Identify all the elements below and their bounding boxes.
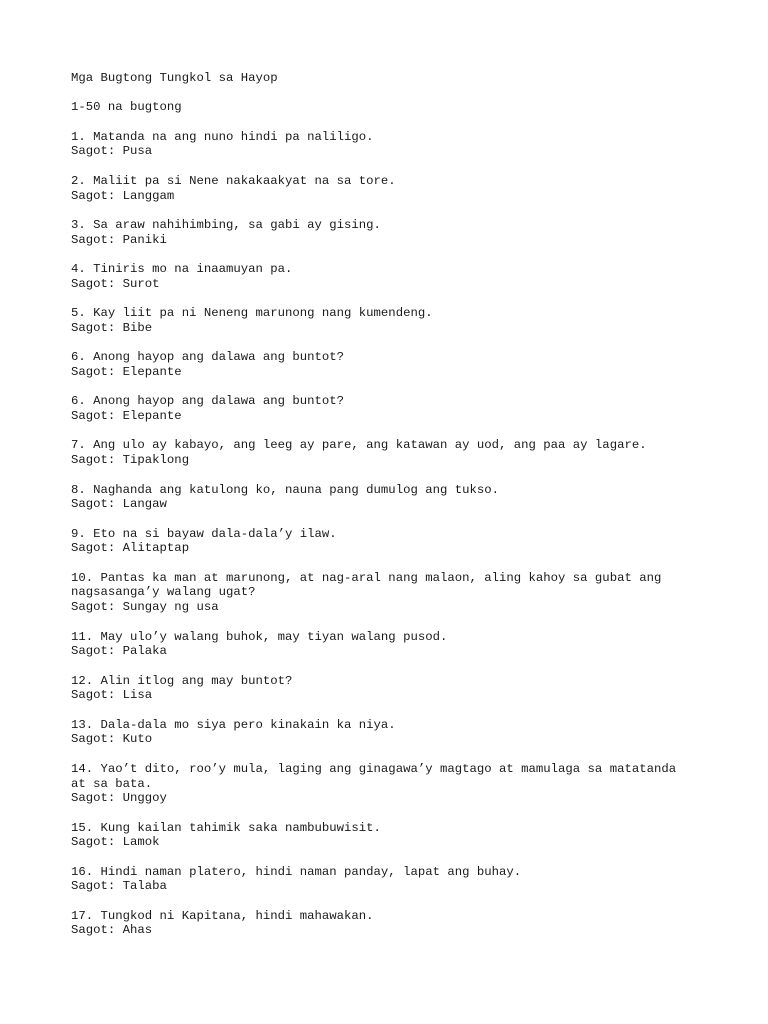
riddle-item	[71, 262, 751, 291]
riddle-answer: Sagot: Lamok	[71, 835, 160, 850]
riddle-answer: Sagot: Kuto	[71, 732, 153, 747]
riddle-question: 3. Sa araw nahihimbing, sa gabi ay gising.	[71, 217, 381, 232]
riddle-answer: Sagot: Langaw	[71, 497, 167, 512]
riddle-answer: Sagot: Surot	[71, 276, 160, 291]
riddle-question: 6. Anong hayop ang dalawa ang buntot?	[71, 394, 345, 409]
riddle-answer: Sagot: Talaba	[71, 879, 167, 894]
riddle-item	[71, 674, 751, 703]
riddle-item	[71, 571, 751, 615]
document-page	[71, 71, 751, 953]
riddle-item	[71, 130, 751, 159]
riddle-item	[71, 718, 751, 747]
riddle-question: 7. Ang ulo ay kabayo, ang leeg ay pare, ang katawan ay uod, ang paa ay lagare.	[71, 438, 647, 453]
riddle-answer: Sagot: Elepante	[71, 409, 182, 424]
riddle-question: 17. Tungkod ni Kapitana, hindi mahawakan.	[71, 908, 374, 923]
riddle-question: 4. Tiniris mo na inaamuyan pa.	[71, 262, 293, 277]
riddle-question: 10. Pantas ka man at marunong, at nag-aral nang malaon, aling kahoy sa gubat ang nagsasanga’y walang ugat?	[71, 570, 662, 600]
riddle-item	[71, 350, 751, 379]
riddle-question: 16. Hindi naman platero, hindi naman panday, lapat ang buhay.	[71, 864, 522, 879]
riddle-question: 5. Kay liit pa ni Neneng marunong nang kumendeng.	[71, 306, 433, 321]
riddle-question: 1. Matanda na ang nuno hindi pa naliligo.	[71, 129, 374, 144]
riddle-item	[71, 438, 751, 467]
riddle-answer: Sagot: Langgam	[71, 188, 175, 203]
riddle-item	[71, 527, 751, 556]
riddle-question: 11. May ulo’y walang buhok, may tiyan walang pusod.	[71, 629, 448, 644]
riddle-answer: Sagot: Pusa	[71, 144, 153, 159]
riddle-question: 2. Maliit pa si Nene nakakaakyat na sa tore.	[71, 173, 396, 188]
riddle-item	[71, 630, 751, 659]
riddle-answer: Sagot: Unggoy	[71, 791, 167, 806]
riddle-item	[71, 306, 751, 335]
riddle-item	[71, 865, 751, 894]
riddle-answer: Sagot: Palaka	[71, 644, 167, 659]
riddle-answer: Sagot: Elepante	[71, 364, 182, 379]
riddle-question: 14. Yao’t dito, roo’y mula, laging ang ginagawa’y magtago at mamulaga sa matatanda at sa bata.	[71, 761, 677, 791]
riddle-question: 15. Kung kailan tahimik saka nambubuwisit.	[71, 820, 381, 835]
riddle-question: 13. Dala-dala mo siya pero kinakain ka niya.	[71, 717, 396, 732]
riddle-item	[71, 909, 751, 938]
riddle-answer: Sagot: Tipaklong	[71, 453, 190, 468]
riddle-item	[71, 821, 751, 850]
riddle-item	[71, 218, 751, 247]
riddle-item	[71, 762, 751, 806]
riddle-answer: Sagot: Lisa	[71, 688, 153, 703]
riddle-answer: Sagot: Alitaptap	[71, 541, 190, 556]
riddle-item	[71, 174, 751, 203]
riddle-item	[71, 483, 751, 512]
riddle-answer: Sagot: Sungay ng usa	[71, 600, 219, 615]
riddle-item	[71, 394, 751, 423]
riddle-question: 8. Naghanda ang katulong ko, nauna pang dumulog ang tukso.	[71, 482, 500, 497]
document-title: Mga Bugtong Tungkol sa Hayop	[71, 71, 278, 85]
riddle-answer: Sagot: Paniki	[71, 232, 167, 247]
riddle-answer: Sagot: Ahas	[71, 923, 153, 938]
riddle-question: 6. Anong hayop ang dalawa ang buntot?	[71, 350, 345, 365]
riddle-answer: Sagot: Bibe	[71, 320, 153, 335]
riddle-question: 12. Alin itlog ang may buntot?	[71, 673, 293, 688]
document-subtitle: 1-50 na bugtong	[71, 100, 182, 115]
riddle-list	[71, 130, 751, 938]
riddle-question: 9. Eto na si bayaw dala-dala’y ilaw.	[71, 526, 337, 541]
